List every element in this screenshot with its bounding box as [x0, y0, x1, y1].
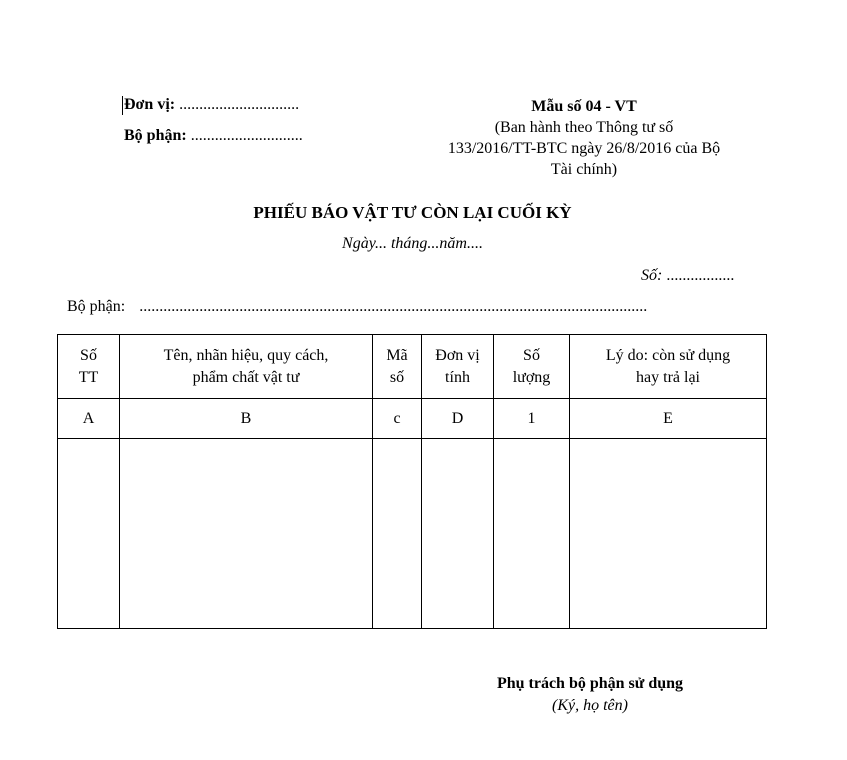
signature-title: Phụ trách bộ phận sử dụng: [496, 675, 684, 692]
form-info: [400, 96, 768, 180]
form-issued-line2: 133/2016/TT-BTC ngày 26/8/2016 của Bộ: [447, 140, 721, 157]
unit-line: [124, 96, 299, 114]
document-title: PHIẾU BÁO VẬT TƯ CÒN LẠI CUỐI KỲ: [253, 203, 572, 222]
table-cell[interactable]: [58, 439, 120, 629]
code-cell: D: [422, 399, 494, 439]
code-cell: E: [570, 399, 767, 439]
code-cell: B: [120, 399, 373, 439]
dept-label: Bộ phận:: [124, 127, 187, 144]
code-cell: c: [373, 399, 422, 439]
header-cell-reason: Lý do: còn sử dụng hay trả lại: [570, 335, 767, 399]
signature-block: [450, 673, 730, 717]
table-cell[interactable]: [494, 439, 570, 629]
number-dots[interactable]: .................: [662, 267, 735, 284]
date-line: Ngày... tháng...năm....: [342, 235, 483, 252]
form-number: Mẫu số 04 - VT: [531, 98, 637, 115]
table-cell[interactable]: [422, 439, 494, 629]
form-issued-line1: (Ban hành theo Thông tư số: [494, 119, 674, 136]
header-cell-name: Tên, nhãn hiệu, quy cách, phẩm chất vật tư: [120, 335, 373, 399]
form-issued-line3: Tài chính): [550, 161, 618, 178]
code-cell: A: [58, 399, 120, 439]
header-cell-quantity: Số lượng: [494, 335, 570, 399]
table-row: [58, 439, 767, 629]
table-cell[interactable]: [373, 439, 422, 629]
table-code-row: [58, 399, 767, 439]
table-cell[interactable]: [120, 439, 373, 629]
number-label: Số:: [641, 267, 663, 284]
table-header-row: [58, 335, 767, 399]
signature-note: (Ký, họ tên): [552, 697, 628, 714]
number-line: [641, 267, 734, 285]
department-line: [67, 298, 762, 316]
code-cell: 1: [494, 399, 570, 439]
unit-label: Đơn vị:: [124, 96, 176, 113]
header-cell-unit: Đơn vị tính: [422, 335, 494, 399]
department-dots[interactable]: ...............................................................................................................................: [139, 298, 648, 315]
text-cursor: [122, 96, 123, 115]
department-label: Bộ phận:: [67, 298, 126, 315]
dept-line: [124, 127, 303, 145]
dept-dots[interactable]: ............................: [190, 127, 303, 144]
header-cell-stt: Số TT: [58, 335, 120, 399]
header-cell-code: Mã số: [373, 335, 422, 399]
table-cell[interactable]: [570, 439, 767, 629]
unit-dots[interactable]: ..............................: [179, 96, 300, 113]
materials-table: [57, 334, 767, 629]
